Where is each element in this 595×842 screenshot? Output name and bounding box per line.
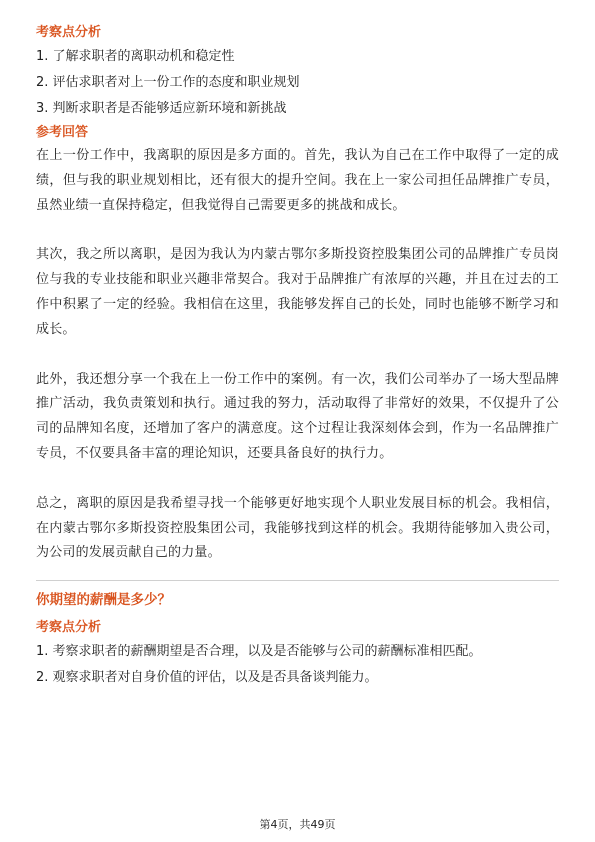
list-item: 1. 考察求职者的薪酬期望是否合理，以及是否能够与公司的薪酬标准相匹配。 <box>36 644 482 660</box>
analysis-list <box>36 44 559 122</box>
list-item: 3. 判断求职者是否能够适应新环境和新挑战 <box>36 101 287 116</box>
list-item: 2. 观察求职者对自身价值的评估，以及是否具备谈判能力。 <box>36 670 378 686</box>
question-title: 你期望的薪酬是多少？ <box>36 592 171 609</box>
analysis-list <box>36 639 559 691</box>
answer-paragraph: 在上一份工作中，我离职的原因是多方面的。首先，我认为自己在工作中取得了一定的成绩，但与我的职业规划相比，还有很大的提升空间。我在上一家公司担任品牌推广专员，虽然业绩一直保持稳定，但我觉得自己需要更多的挑战和成长。 <box>36 148 559 213</box>
list-item: 2. 评估求职者对上一份工作的态度和职业规划 <box>36 75 300 90</box>
analysis-heading: 考察点分析 <box>36 25 102 40</box>
document-page <box>36 22 559 691</box>
page-number: 第4页，共49页 <box>259 818 336 831</box>
answer-paragraph: 总之，离职的原因是我希望寻找一个能够更好地实现个人职业发展目标的机会。我相信，在内蒙古鄂尔多斯投资控股集团公司，我能够找到这样的机会。我期待能够加入贵公司，为公司的发展贡献自己的力量。 <box>36 495 559 561</box>
list-item: 1. 了解求职者的离职动机和稳定性 <box>36 49 235 64</box>
answer-paragraph: 其次，我之所以离职，是因为我认为内蒙古鄂尔多斯投资控股集团公司的品牌推广专员岗位与我的专业技能和职业兴趣非常契合。我对于品牌推广有浓厚的兴趣，并且在过去的工作中积累了一定的经验。我相信在这里，我能够发挥自己的长处，同时也能够不断学习和成长。 <box>36 247 559 337</box>
analysis-heading: 考察点分析 <box>36 620 102 636</box>
answer-heading: 参考回答 <box>36 125 89 140</box>
section-divider <box>36 580 559 581</box>
answer-paragraph: 此外，我还想分享一个我在上一份工作中的案例。有一次，我们公司举办了一场大型品牌推广活动，我负责策划和执行。通过我的努力，活动取得了非常好的效果，不仅提升了公司的品牌知名度，还增加了客户的满意度。这个过程让我深刻体会到，作为一名品牌推广专员，不仅要具备丰富的理论知识，还要具备良好的执行力。 <box>36 371 559 461</box>
